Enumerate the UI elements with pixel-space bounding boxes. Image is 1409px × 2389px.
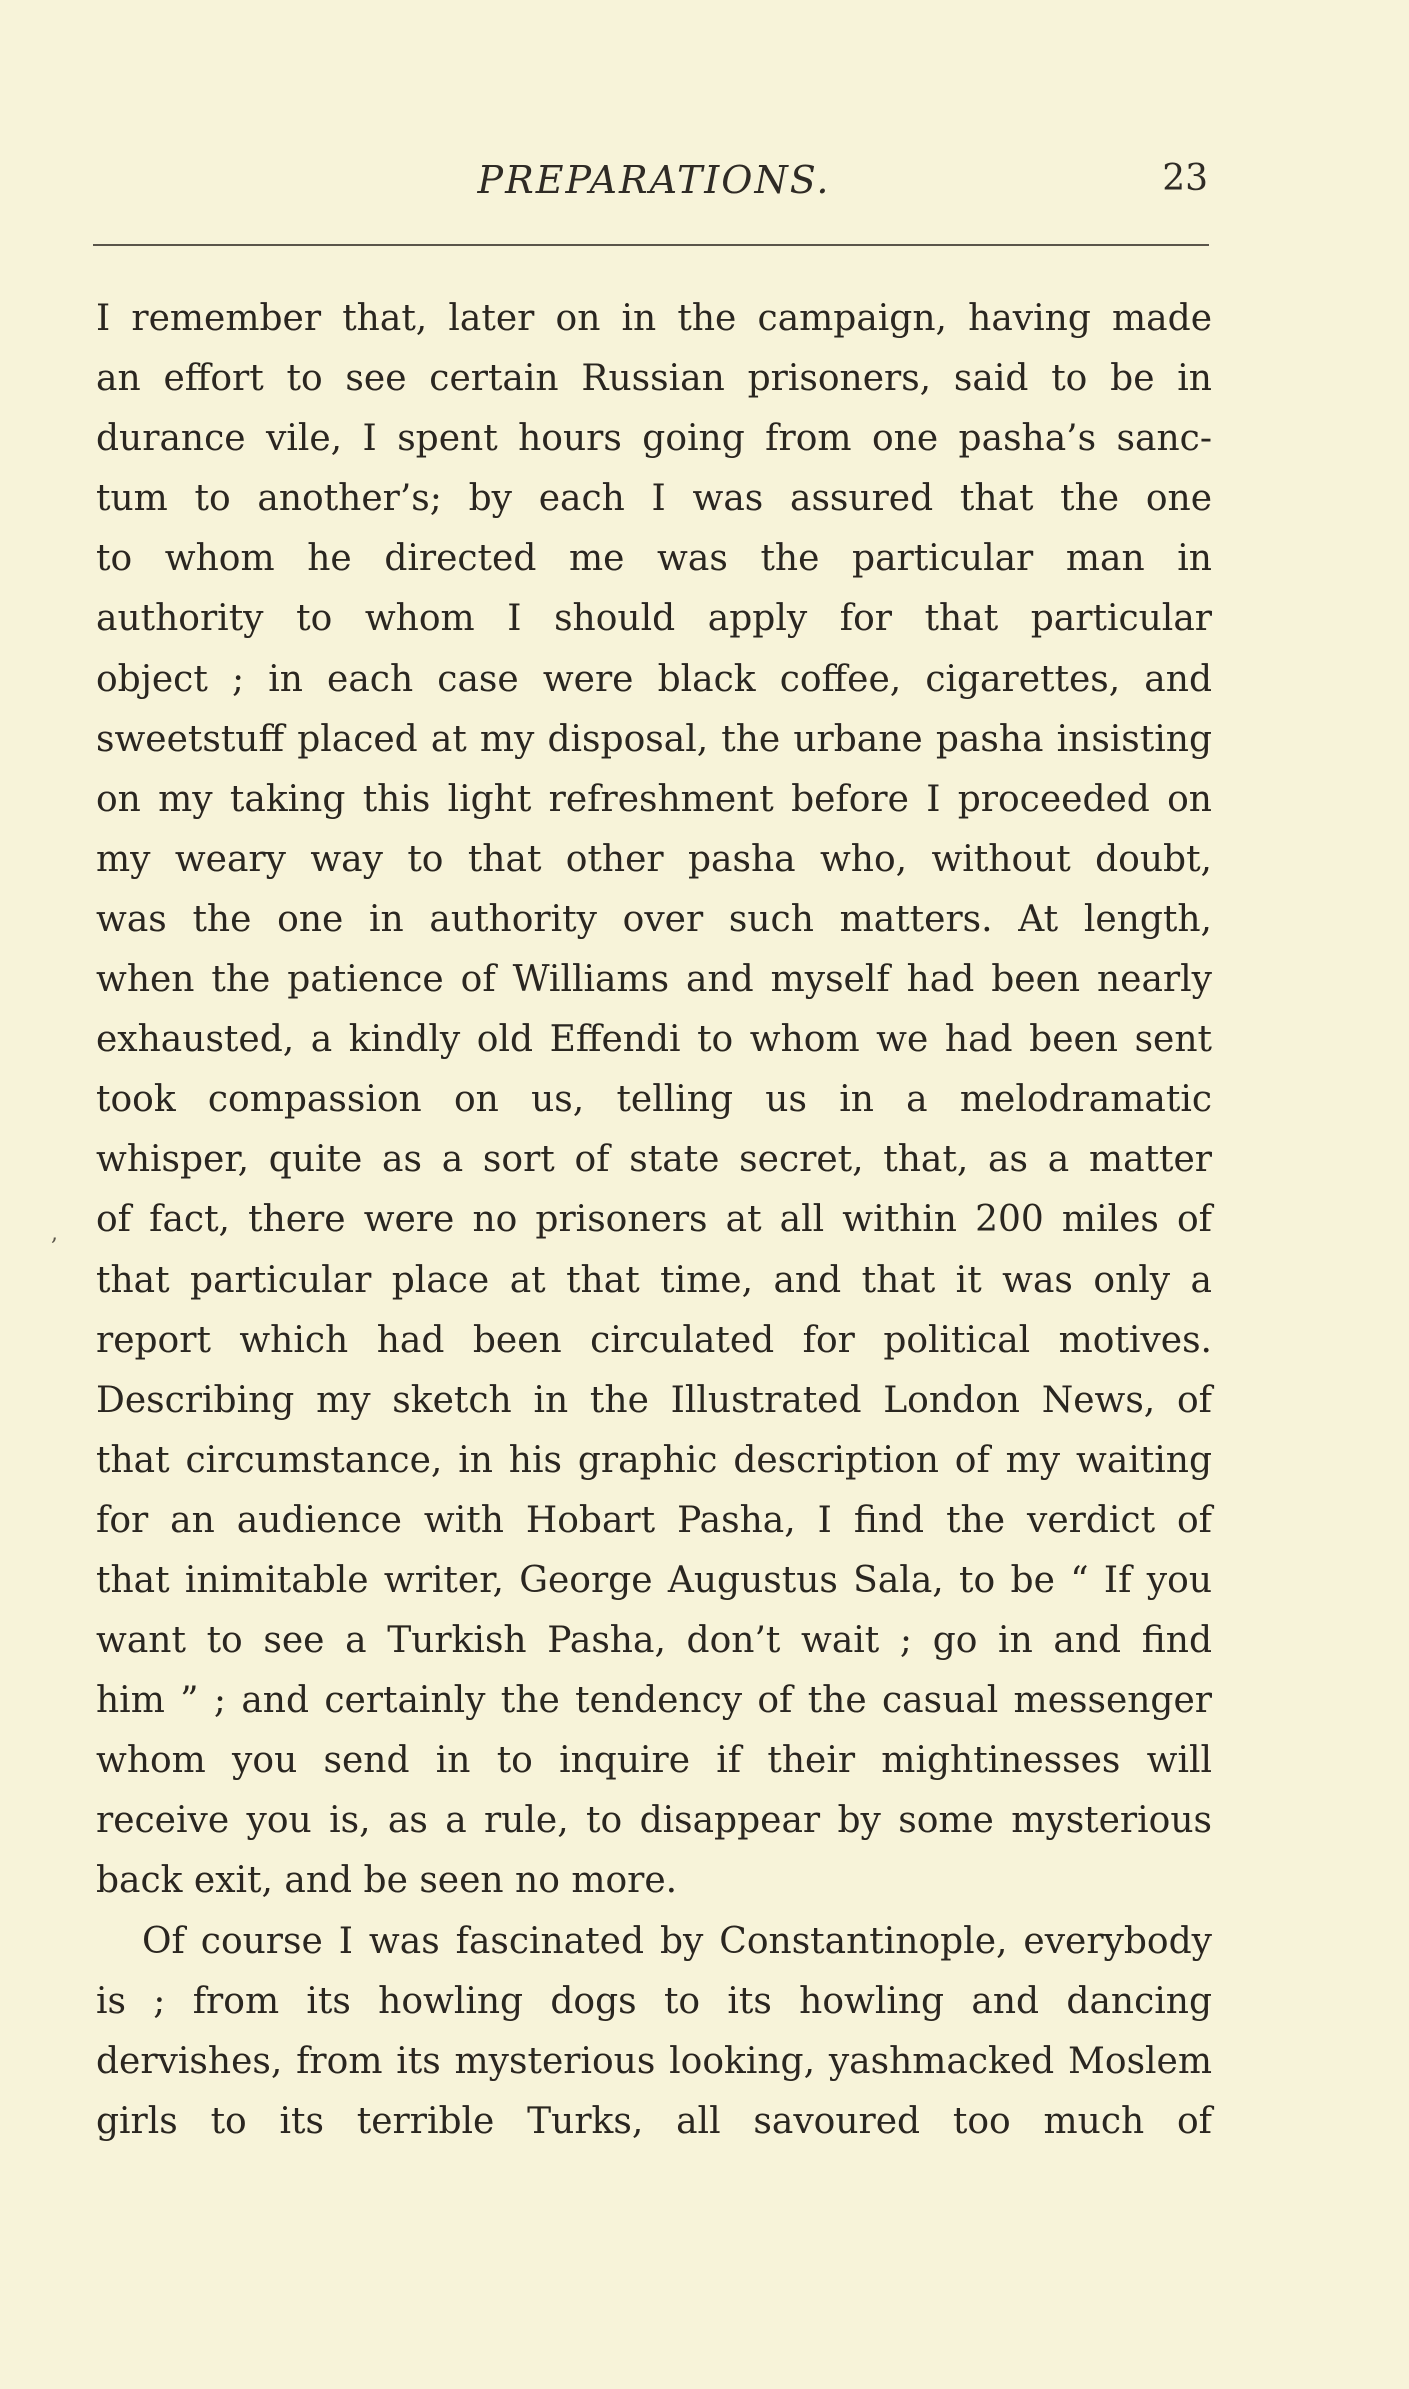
text-line: whom you send in to inquire if their mightinesses will — [96, 1740, 1212, 1782]
header-rule — [93, 244, 1209, 246]
text-line: whisper, quite as a sort of state secret, that, as a matter — [96, 1139, 1212, 1181]
text-line: on my taking this light refreshment before I proceeded on — [96, 778, 1212, 820]
text-line: exhausted, a kindly old Effendi to whom we had been sent — [96, 1019, 1212, 1061]
text-line: back exit, and be seen no more. — [96, 1860, 678, 1902]
text-line: that circumstance, in his graphic description of my waiting — [96, 1439, 1212, 1481]
text-line: for an audience with Hobart Pasha, I find the verdict of — [96, 1499, 1212, 1541]
paragraph-2 — [96, 1912, 1212, 2152]
text-line: report which had been circulated for political motives. — [96, 1319, 1212, 1361]
paragraph-1 — [96, 289, 1212, 1912]
text-line: to whom he directed me was the particular man in — [96, 538, 1212, 580]
text-line: girls to its terrible Turks, all savoured too much of — [96, 2100, 1212, 2142]
text-line: that particular place at that time, and that it was only a — [96, 1259, 1212, 1301]
text-line: was the one in authority over such matters. At length, — [96, 898, 1212, 940]
text-line: Describing my sketch in the Illustrated London News, of — [96, 1379, 1212, 1421]
text-line: authority to whom I should apply for that particular — [96, 598, 1212, 640]
text-line: Of course I was fascinated by Constantinople, everybody — [142, 1920, 1212, 1962]
text-line: is ; from its howling dogs to its howling and dancing — [96, 1980, 1212, 2022]
margin-mark: , — [51, 1221, 58, 1246]
text-line: I remember that, later on in the campaign, having made — [96, 298, 1212, 339]
text-line: an effort to see certain Russian prisoners, said to be in — [96, 358, 1212, 400]
text-line: him ” ; and certainly the tendency of the casual messenger — [96, 1680, 1212, 1722]
text-line: took compassion on us, telling us in a melodramatic — [96, 1079, 1212, 1121]
running-head — [96, 158, 1212, 214]
text-line: of fact, there were no prisoners at all within 200 miles of — [96, 1199, 1212, 1241]
text-line: sweetstuff placed at my disposal, the urbane pasha insisting — [96, 718, 1212, 760]
text-line: receive you is, as a rule, to disappear by some mysterious — [96, 1800, 1212, 1842]
page-number: 23 — [1162, 158, 1208, 199]
text-line: want to see a Turkish Pasha, don’t wait ; go in and find — [96, 1620, 1212, 1662]
text-line: when the patience of Williams and myself had been nearly — [96, 959, 1212, 1001]
text-line: tum to another’s; by each I was assured that the one — [96, 478, 1212, 520]
text-line: that inimitable writer, George Augustus Sala, to be “ If you — [96, 1559, 1212, 1601]
text-line: durance vile, I spent hours going from one pasha’s sanc- — [96, 418, 1212, 460]
text-line: my weary way to that other pasha who, without doubt, — [96, 838, 1212, 880]
running-title: PREPARATIONS. — [477, 158, 831, 202]
body-text — [96, 289, 1212, 2152]
text-line: object ; in each case were black coffee, cigarettes, and — [96, 658, 1212, 700]
text-line: dervishes, from its mysterious looking, yashmacked Moslem — [96, 2040, 1212, 2082]
